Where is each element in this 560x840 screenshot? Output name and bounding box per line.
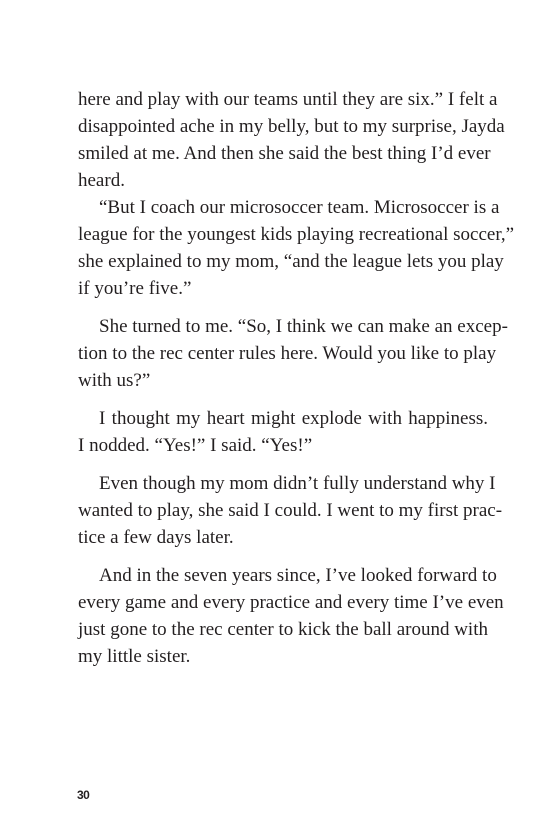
text-line: wanted to play, she said I could. I went to my first prac- [78, 500, 503, 521]
text-line: I nodded. “Yes!” I said. “Yes!” [78, 435, 313, 456]
text-line: heard. [78, 170, 125, 191]
page-number: 30 [77, 788, 90, 802]
text-line: And in the seven years since, I’ve looked forward to [99, 565, 497, 586]
text-line: here and play with our teams until they are six.” I felt a [78, 89, 498, 110]
text-line: my little sister. [78, 646, 191, 667]
text-line: league for the youngest kids playing recreational soccer,” [78, 224, 515, 245]
text-line: She turned to me. “So, I think we can make an excep- [99, 316, 508, 337]
text-line: “But I coach our microsoccer team. Microsoccer is a [99, 197, 500, 218]
text-line: she explained to my mom, “and the league lets you play [78, 251, 504, 272]
text-line: smiled at me. And then she said the best thing I’d ever [78, 143, 491, 164]
text-line: tice a few days later. [78, 527, 234, 548]
text-line: tion to the rec center rules here. Would you like to play [78, 343, 497, 364]
text-line: I thought my heart might explode with happiness. [99, 408, 488, 429]
text-line: with us?” [78, 370, 151, 391]
body-text [78, 86, 515, 670]
text-line: disappointed ache in my belly, but to my surprise, Jayda [78, 116, 505, 137]
text-line: Even though my mom didn’t fully understand why I [99, 473, 496, 494]
text-line: if you’re five.” [78, 278, 192, 299]
text-line: just gone to the rec center to kick the ball around with [78, 619, 488, 640]
text-line: every game and every practice and every time I’ve even [78, 592, 504, 613]
